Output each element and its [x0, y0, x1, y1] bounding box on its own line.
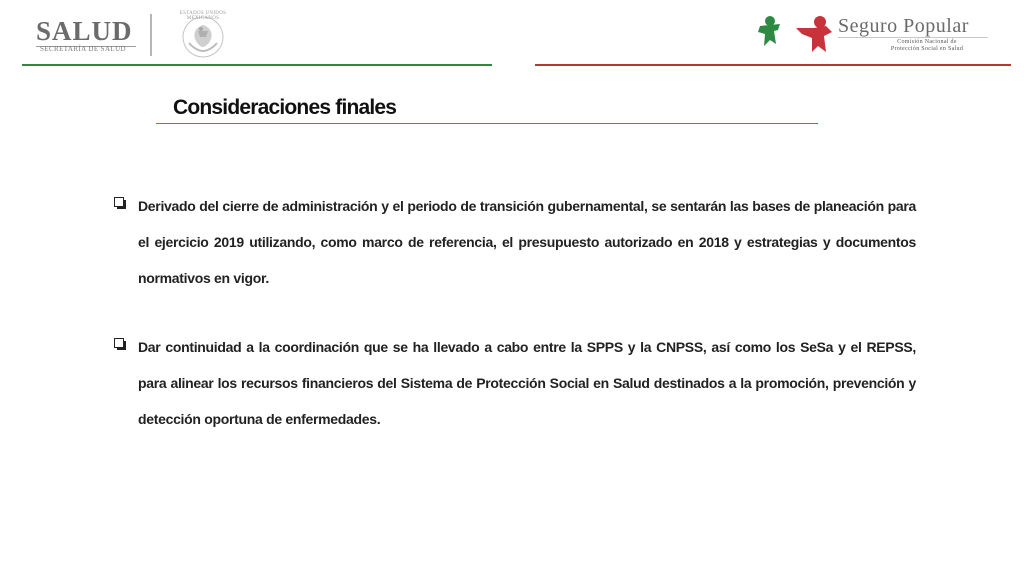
- seguro-popular-subtitle: [862, 39, 992, 53]
- bullet-list: [114, 188, 916, 470]
- slide-title: Consideraciones finales: [173, 96, 397, 119]
- seguro-popular-subtitle-line1: Comisión Nacional de: [897, 39, 957, 45]
- salud-logo-subtitle: SECRETARÍA DE SALUD: [40, 45, 126, 53]
- bullet-text: Dar continuidad a la coordinación que se ha llevado a cabo entre la SPPS y la CNPSS, así como los SeSa y el REPSS, para alinear los recursos financieros del Sistema de Protección Social en Salud destinados a la promoción, prevención y detección oportuna de enfermedades.: [138, 339, 916, 427]
- logo-divider: [150, 14, 152, 56]
- bullet-item: [114, 188, 916, 296]
- checkbox-bullet-icon: [114, 338, 126, 350]
- header-red-line: [535, 64, 1011, 66]
- seguro-popular-figures-icon: [756, 14, 836, 54]
- header-green-line: [22, 64, 492, 66]
- seguro-popular-rule: [838, 37, 988, 38]
- title-underline: [156, 123, 818, 124]
- seguro-popular-title: Seguro Popular: [838, 15, 969, 37]
- seal-caption: ESTADOS UNIDOS MEXICANOS: [179, 11, 227, 21]
- bullet-item: [114, 329, 916, 437]
- bullet-text: Derivado del cierre de administración y el periodo de transición gubernamental, se sentarán las bases de planeación para el ejercicio 2019 utilizando, como marco de referencia, el presupuesto autorizado en 2018 y estrategias y documentos normativos en vigor.: [138, 198, 916, 286]
- salud-logo-text: SALUD: [36, 16, 133, 46]
- seguro-popular-subtitle-line2: Protección Social en Salud: [890, 46, 964, 52]
- checkbox-bullet-icon: [114, 197, 126, 209]
